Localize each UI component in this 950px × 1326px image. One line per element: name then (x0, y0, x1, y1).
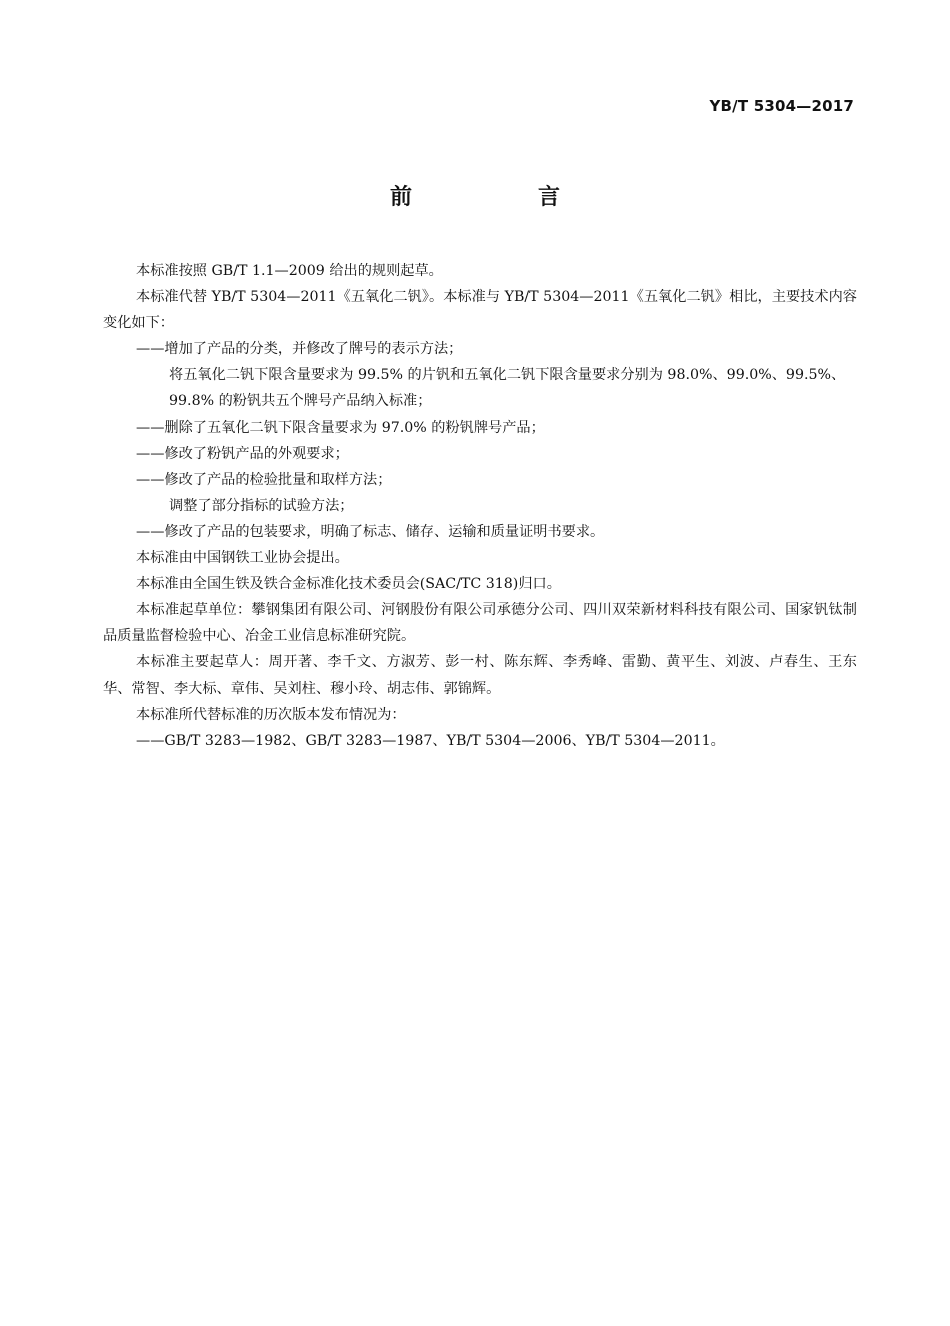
change-subitem-grades: 将五氧化二钒下限含量要求为 99.5% 的片钒和五氧化二钒下限含量要求分别为 98.0%、99.0%、99.5%、99.8% 的粉钒共五个牌号产品纳入标准； (169, 367, 846, 410)
standard-code: YB/T 5304—2017 (709, 97, 854, 115)
page-title: 前 言 (389, 185, 612, 210)
foreword-body (103, 258, 857, 754)
change-item-deleted-grade: ——删除了五氧化二钒下限含量要求为 97.0% 的粉钒牌号产品； (136, 419, 545, 436)
paragraph-drafting-rules: 本标准按照 GB/T 1.1—2009 给出的规则起草。 (136, 263, 443, 279)
paragraph-drafters: 本标准主要起草人：周开著、李千文、方淑芳、彭一村、陈东辉、李秀峰、雷勤、黄平生、刘波、卢春生、王东华、常智、李大标、章伟、吴刘柱、穆小玲、胡志伟、郭锦辉。 (103, 654, 857, 697)
change-item-packaging: ——修改了产品的包装要求，明确了标志、储存、运输和质量证明书要求。 (136, 523, 605, 540)
change-item-classification: ——增加了产品的分类，并修改了牌号的表示方法； (136, 341, 463, 358)
paragraph-proposer: 本标准由中国钢铁工业协会提出。 (136, 550, 349, 567)
paragraph-history-list: ——GB/T 3283—1982、GB/T 3283—1987、YB/T 5304—2006、YB/T 5304—2011。 (136, 732, 725, 749)
paragraph-drafting-units: 本标准起草单位：攀钢集团有限公司、河钢股份有限公司承德分公司、四川双荣新材料科技有限公司、国家钒钛制品质量监督检验中心、冶金工业信息标准研究院。 (103, 602, 857, 645)
change-item-appearance: ——修改了粉钒产品的外观要求； (136, 445, 349, 462)
paragraph-committee: 本标准由全国生铁及铁合金标准化技术委员会(SAC/TC 318)归口。 (136, 576, 561, 593)
change-item-sampling: ——修改了产品的检验批量和取样方法； (136, 471, 392, 488)
paragraph-history-intro: 本标准所代替标准的历次版本发布情况为： (136, 706, 406, 723)
paragraph-replacement: 本标准代替 YB/T 5304—2011《五氧化二钒》。本标准与 YB/T 5304—2011《五氧化二钒》相比，主要技术内容变化如下： (103, 289, 857, 332)
change-item-test-methods: 调整了部分指标的试验方法； (169, 497, 354, 514)
